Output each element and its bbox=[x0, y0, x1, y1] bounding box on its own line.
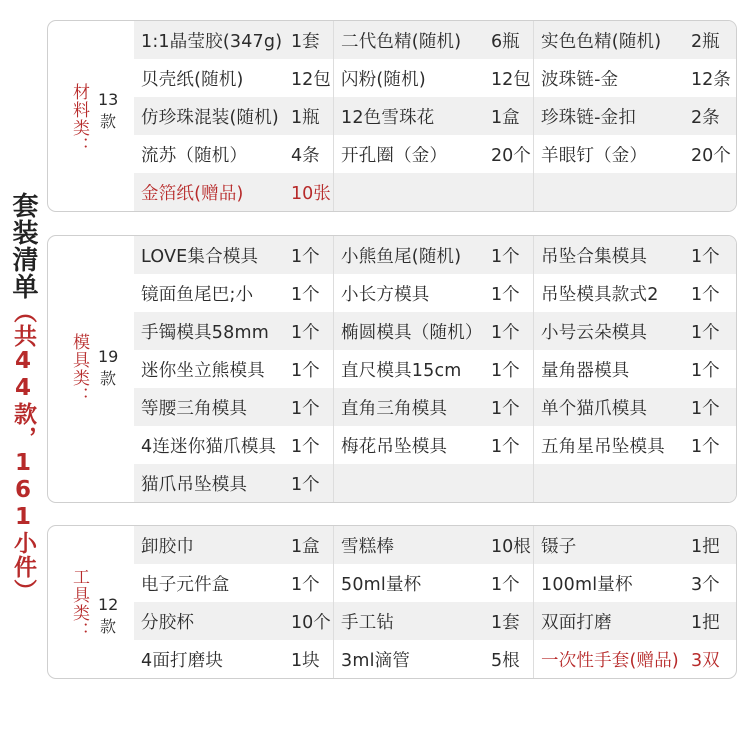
item-grid bbox=[134, 526, 736, 678]
item-cell bbox=[534, 388, 734, 426]
item-cell bbox=[534, 564, 734, 602]
item-qty: 1个 bbox=[291, 398, 320, 419]
item-cell bbox=[334, 97, 534, 135]
item-name: 手镯模具58mm bbox=[141, 322, 269, 343]
item-qty: 1个 bbox=[291, 322, 320, 343]
item-name: 直尺模具15cm bbox=[341, 360, 462, 381]
item-cell bbox=[334, 640, 534, 678]
category-count-number: 13 bbox=[98, 90, 119, 109]
item-qty: 1个 bbox=[691, 398, 720, 419]
item-cell bbox=[134, 388, 334, 426]
item-name: 五角星吊坠模具 bbox=[541, 436, 665, 457]
item-qty: 1个 bbox=[291, 574, 320, 595]
section-1 bbox=[47, 20, 737, 212]
item-qty: 1个 bbox=[491, 436, 520, 457]
item-qty: 20个 bbox=[491, 145, 531, 166]
item-qty: 10个 bbox=[291, 612, 331, 633]
item-qty: 1个 bbox=[491, 284, 520, 305]
item-qty: 2瓶 bbox=[691, 31, 720, 52]
item-qty: 1套 bbox=[291, 31, 320, 52]
item-cell bbox=[534, 640, 734, 678]
item-name: 分胶杯 bbox=[141, 612, 195, 633]
item-qty: 1把 bbox=[691, 612, 720, 633]
item-name: 小号云朵模具 bbox=[541, 322, 648, 343]
item-qty: 1个 bbox=[291, 474, 320, 495]
item-name: 开孔圈（金） bbox=[341, 145, 448, 166]
item-name: 雪糕棒 bbox=[341, 536, 395, 557]
page-title bbox=[2, 192, 44, 603]
item-name: 仿珍珠混装(随机) bbox=[141, 107, 279, 128]
item-name: 12色雪珠花 bbox=[341, 107, 435, 128]
item-cell bbox=[334, 564, 534, 602]
item-qty: 5根 bbox=[491, 650, 520, 671]
category-count-unit: 款 bbox=[99, 369, 116, 388]
item-cell bbox=[134, 59, 334, 97]
table-row bbox=[134, 464, 736, 502]
section-2 bbox=[47, 235, 737, 503]
category-count bbox=[98, 346, 118, 390]
item-name: 100ml量杯 bbox=[541, 574, 633, 595]
item-cell bbox=[134, 602, 334, 640]
item-name: 双面打磨 bbox=[541, 612, 612, 633]
table-row bbox=[134, 526, 736, 564]
category-count-unit: 款 bbox=[99, 617, 116, 636]
item-qty: 1个 bbox=[291, 284, 320, 305]
category-label bbox=[48, 21, 133, 211]
table-row bbox=[134, 640, 736, 678]
item-cell bbox=[334, 464, 534, 502]
item-qty: 20个 bbox=[691, 145, 731, 166]
item-name: 小熊鱼尾(随机) bbox=[341, 246, 462, 267]
item-name: 小长方模具 bbox=[341, 284, 430, 305]
item-cell bbox=[334, 236, 534, 274]
category-label bbox=[48, 236, 133, 502]
item-cell bbox=[534, 602, 734, 640]
item-cell bbox=[334, 274, 534, 312]
category-name: 模具类： bbox=[69, 333, 89, 405]
item-name: 闪粉(随机) bbox=[341, 69, 426, 90]
item-name: 量角器模具 bbox=[541, 360, 630, 381]
table-row bbox=[134, 173, 736, 211]
item-name: 50ml量杯 bbox=[341, 574, 422, 595]
item-cell bbox=[134, 173, 334, 211]
item-qty: 1个 bbox=[291, 246, 320, 267]
item-name: 手工钻 bbox=[341, 612, 395, 633]
item-qty: 1个 bbox=[691, 436, 720, 457]
item-name: 1:1晶莹胶(347g) bbox=[141, 31, 283, 52]
item-name: 3ml滴管 bbox=[341, 650, 411, 671]
item-name: 金箔纸(赠品) bbox=[141, 183, 244, 204]
item-cell bbox=[534, 426, 734, 464]
item-cell bbox=[334, 135, 534, 173]
item-name: 吊坠模具款式2 bbox=[541, 284, 659, 305]
item-qty: 6瓶 bbox=[491, 31, 520, 52]
category-count-unit: 款 bbox=[99, 112, 116, 131]
item-cell bbox=[334, 21, 534, 59]
item-qty: 10根 bbox=[491, 536, 531, 557]
item-qty: 1盒 bbox=[491, 107, 520, 128]
category-count bbox=[98, 89, 118, 133]
table-row bbox=[134, 97, 736, 135]
table-row bbox=[134, 602, 736, 640]
item-name: 猫爪吊坠模具 bbox=[141, 474, 248, 495]
table-row bbox=[134, 274, 736, 312]
item-qty: 1个 bbox=[491, 360, 520, 381]
item-cell bbox=[134, 526, 334, 564]
item-qty: 1套 bbox=[491, 612, 520, 633]
item-qty: 1个 bbox=[691, 284, 720, 305]
item-cell bbox=[334, 350, 534, 388]
item-cell bbox=[334, 388, 534, 426]
item-qty: 1个 bbox=[491, 398, 520, 419]
item-name: 镊子 bbox=[541, 536, 577, 557]
item-cell bbox=[334, 426, 534, 464]
item-qty: 12包 bbox=[291, 69, 331, 90]
item-qty: 3双 bbox=[691, 650, 720, 671]
item-name: 4连迷你猫爪模具 bbox=[141, 436, 277, 457]
item-name: 吊坠合集模具 bbox=[541, 246, 648, 267]
item-name: 镜面鱼尾巴;小 bbox=[141, 284, 254, 305]
item-cell bbox=[134, 350, 334, 388]
item-cell bbox=[534, 526, 734, 564]
table-row bbox=[134, 312, 736, 350]
item-cell bbox=[534, 135, 734, 173]
item-cell bbox=[534, 173, 734, 211]
table-row bbox=[134, 135, 736, 173]
category-count-number: 12 bbox=[98, 595, 119, 614]
item-qty: 1个 bbox=[291, 436, 320, 457]
item-cell bbox=[534, 464, 734, 502]
item-cell bbox=[534, 236, 734, 274]
item-cell bbox=[134, 564, 334, 602]
item-name: 迷你坐立熊模具 bbox=[141, 360, 265, 381]
item-cell bbox=[334, 602, 534, 640]
item-name: 实色色精(随机) bbox=[541, 31, 662, 52]
item-qty: 2条 bbox=[691, 107, 720, 128]
item-name: 贝壳纸(随机) bbox=[141, 69, 244, 90]
item-cell bbox=[334, 526, 534, 564]
item-qty: 3个 bbox=[691, 574, 720, 595]
table-row bbox=[134, 350, 736, 388]
item-name: 椭圆模具（随机） bbox=[341, 322, 483, 343]
item-qty: 1把 bbox=[691, 536, 720, 557]
item-name: 电子元件盒 bbox=[141, 574, 230, 595]
item-cell bbox=[134, 236, 334, 274]
item-name: 流苏（随机） bbox=[141, 145, 248, 166]
category-name: 材料类： bbox=[69, 83, 89, 155]
item-qty: 4条 bbox=[291, 145, 320, 166]
item-name: 单个猫爪模具 bbox=[541, 398, 648, 419]
item-qty: 12包 bbox=[491, 69, 531, 90]
item-qty: 1块 bbox=[291, 650, 320, 671]
item-qty: 10张 bbox=[291, 183, 331, 204]
item-qty: 1个 bbox=[291, 360, 320, 381]
item-name: 波珠链-金 bbox=[541, 69, 619, 90]
table-row bbox=[134, 388, 736, 426]
item-qty: 1个 bbox=[691, 360, 720, 381]
item-cell bbox=[134, 97, 334, 135]
item-qty: 1瓶 bbox=[291, 107, 320, 128]
category-count bbox=[98, 594, 118, 638]
item-name: 羊眼钉（金） bbox=[541, 145, 648, 166]
item-name: 二代色精(随机) bbox=[341, 31, 462, 52]
category-label bbox=[48, 526, 133, 678]
item-cell bbox=[134, 21, 334, 59]
table-row bbox=[134, 426, 736, 464]
item-qty: 1个 bbox=[691, 322, 720, 343]
item-cell bbox=[334, 312, 534, 350]
item-cell bbox=[134, 135, 334, 173]
item-cell bbox=[334, 173, 534, 211]
item-cell bbox=[534, 97, 734, 135]
item-qty: 1个 bbox=[491, 574, 520, 595]
item-qty: 1个 bbox=[491, 246, 520, 267]
item-qty: 1个 bbox=[491, 322, 520, 343]
title-sub: （共44款，161小件） bbox=[10, 300, 36, 603]
item-name: 等腰三角模具 bbox=[141, 398, 248, 419]
item-cell bbox=[134, 640, 334, 678]
item-name: 珍珠链-金扣 bbox=[541, 107, 637, 128]
item-grid bbox=[134, 21, 736, 211]
item-qty: 12条 bbox=[691, 69, 731, 90]
item-grid bbox=[134, 236, 736, 502]
item-name: 4面打磨块 bbox=[141, 650, 224, 671]
item-cell bbox=[534, 21, 734, 59]
table-row bbox=[134, 21, 736, 59]
item-name: 直角三角模具 bbox=[341, 398, 448, 419]
item-name: 卸胶巾 bbox=[141, 536, 195, 557]
title-main: 套装清单 bbox=[8, 192, 38, 300]
table-row bbox=[134, 236, 736, 274]
item-cell bbox=[534, 350, 734, 388]
item-qty: 1盒 bbox=[291, 536, 320, 557]
category-count-number: 19 bbox=[98, 347, 119, 366]
item-cell bbox=[534, 59, 734, 97]
item-name: 梅花吊坠模具 bbox=[341, 436, 448, 457]
category-name: 工具类： bbox=[69, 568, 89, 640]
item-qty: 1个 bbox=[691, 246, 720, 267]
table-row bbox=[134, 564, 736, 602]
item-cell bbox=[134, 426, 334, 464]
item-cell bbox=[134, 274, 334, 312]
section-3 bbox=[47, 525, 737, 679]
item-cell bbox=[534, 274, 734, 312]
item-cell bbox=[134, 312, 334, 350]
item-cell bbox=[534, 312, 734, 350]
item-name: 一次性手套(赠品) bbox=[541, 650, 679, 671]
table-row bbox=[134, 59, 736, 97]
item-cell bbox=[334, 59, 534, 97]
item-cell bbox=[134, 464, 334, 502]
item-name: LOVE集合模具 bbox=[141, 246, 259, 267]
